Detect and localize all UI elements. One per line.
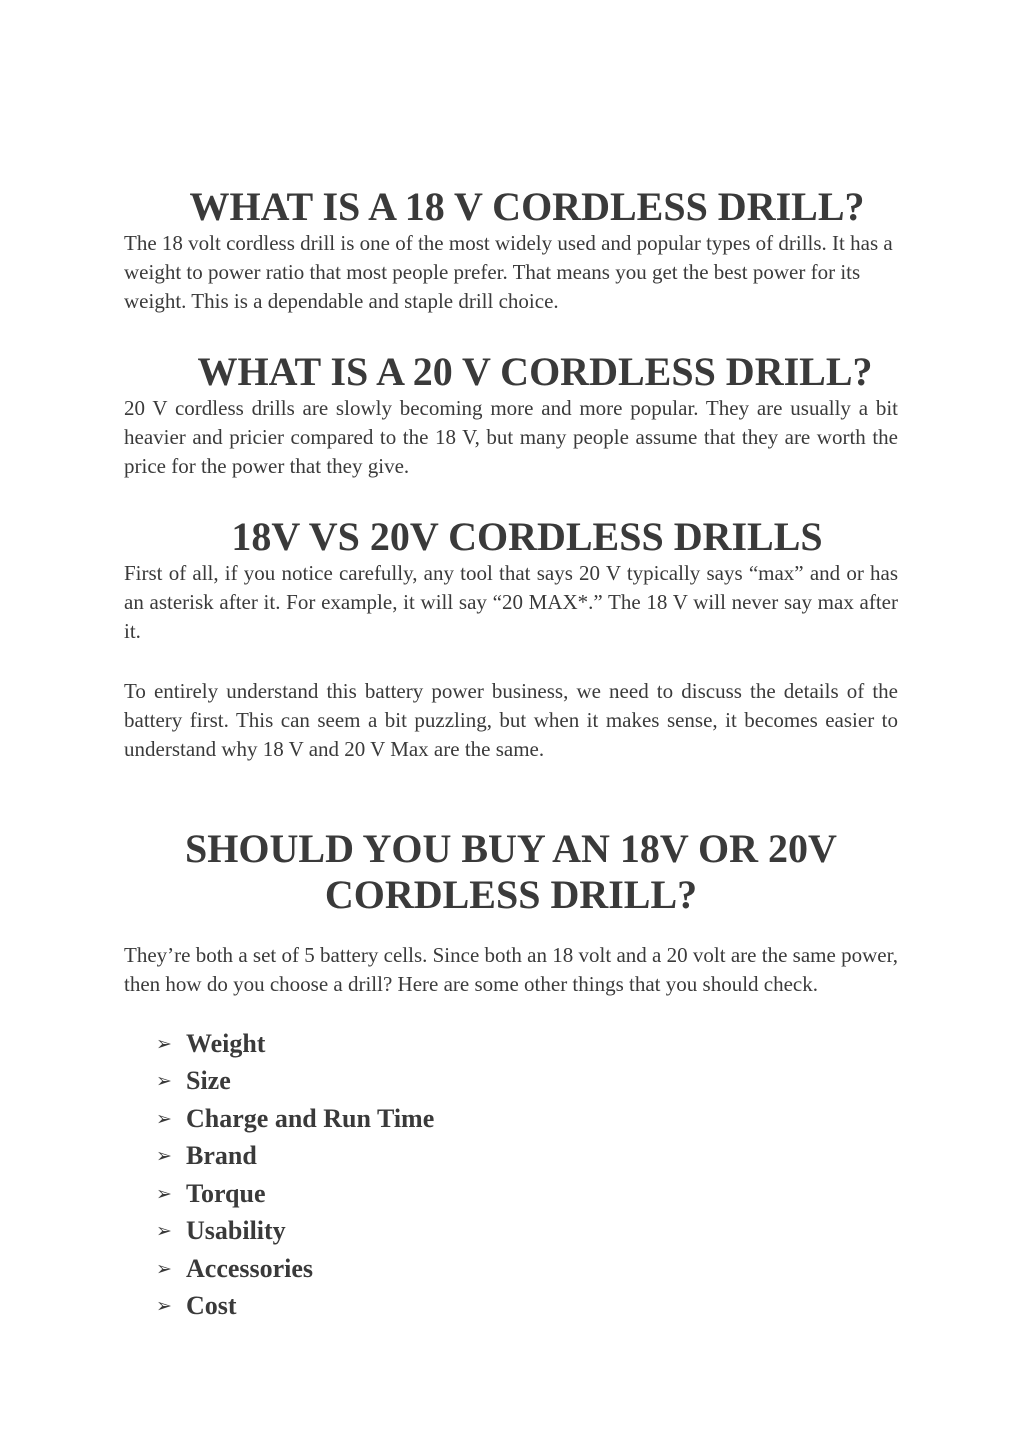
paragraph-18v-drill: The 18 volt cordless drill is one of the most widely used and popular types of drills. It has a weight to power ratio that most people prefer. That means you get the best power for its weight. This is a dependable and staple drill choice. <box>124 231 893 313</box>
arrow-bullet-icon: ➢ <box>156 1295 172 1318</box>
checklist-item-size <box>156 1063 434 1101</box>
arrow-bullet-icon: ➢ <box>156 1032 172 1055</box>
arrow-bullet-icon: ➢ <box>156 1257 172 1280</box>
checklist-item-label: Torque <box>186 1178 266 1208</box>
checklist-item-torque <box>156 1175 434 1213</box>
checklist-item-weight <box>156 1025 434 1063</box>
arrow-bullet-icon: ➢ <box>156 1070 172 1093</box>
checklist-item-usability <box>156 1213 434 1251</box>
arrow-bullet-icon: ➢ <box>156 1182 172 1205</box>
checklist-item-label: Accessories <box>186 1253 314 1283</box>
paragraph-max-asterisk: First of all, if you notice carefully, any tool that says 20 V typically says “max” and or has an asterisk after it. For example, it will say “20 MAX*.” The 18 V will never say max after it. <box>124 561 898 643</box>
checklist-item-cost <box>156 1288 434 1326</box>
arrow-bullet-icon: ➢ <box>156 1107 172 1130</box>
checklist-item-label: Weight <box>186 1028 266 1058</box>
paragraph-20v-drill: 20 V cordless drills are slowly becoming more and more popular. They are usually a bit heavier and pricier compared to the 18 V, but many people assume that they are worth the price for the power that they give. <box>124 396 898 478</box>
checklist <box>156 1025 434 1325</box>
checklist-item-brand <box>156 1138 434 1176</box>
paragraph-battery-cells: They’re both a set of 5 battery cells. Since both an 18 volt and a 20 volt are the same power, then how do you choose a drill? Here are some other things that you should check. <box>124 943 898 996</box>
heading-18v-drill: WHAT IS A 18 V CORDLESS DRILL? <box>189 184 865 229</box>
heading-18v-vs-20v: 18V VS 20V CORDLESS DRILLS <box>231 514 823 559</box>
checklist-item-label: Size <box>186 1066 231 1096</box>
checklist-item-label: Charge and Run Time <box>186 1103 435 1133</box>
checklist-item-charge-run-time <box>156 1100 434 1138</box>
checklist-item-label: Cost <box>186 1291 237 1321</box>
arrow-bullet-icon: ➢ <box>156 1145 172 1168</box>
checklist-item-label: Usability <box>186 1216 286 1246</box>
checklist-item-accessories <box>156 1250 434 1288</box>
checklist-item-label: Brand <box>186 1141 257 1171</box>
heading-should-you-buy: SHOULD YOU BUY AN 18V OR 20V CORDLESS DRILL? <box>185 826 837 917</box>
arrow-bullet-icon: ➢ <box>156 1220 172 1243</box>
paragraph-battery-details: To entirely understand this battery power business, we need to discuss the details of the battery first. This can seem a bit puzzling, but when it makes sense, it becomes easier to understand why 18 V and 20 V Max are the same. <box>124 679 898 761</box>
heading-20v-drill: WHAT IS A 20 V CORDLESS DRILL? <box>197 349 873 394</box>
